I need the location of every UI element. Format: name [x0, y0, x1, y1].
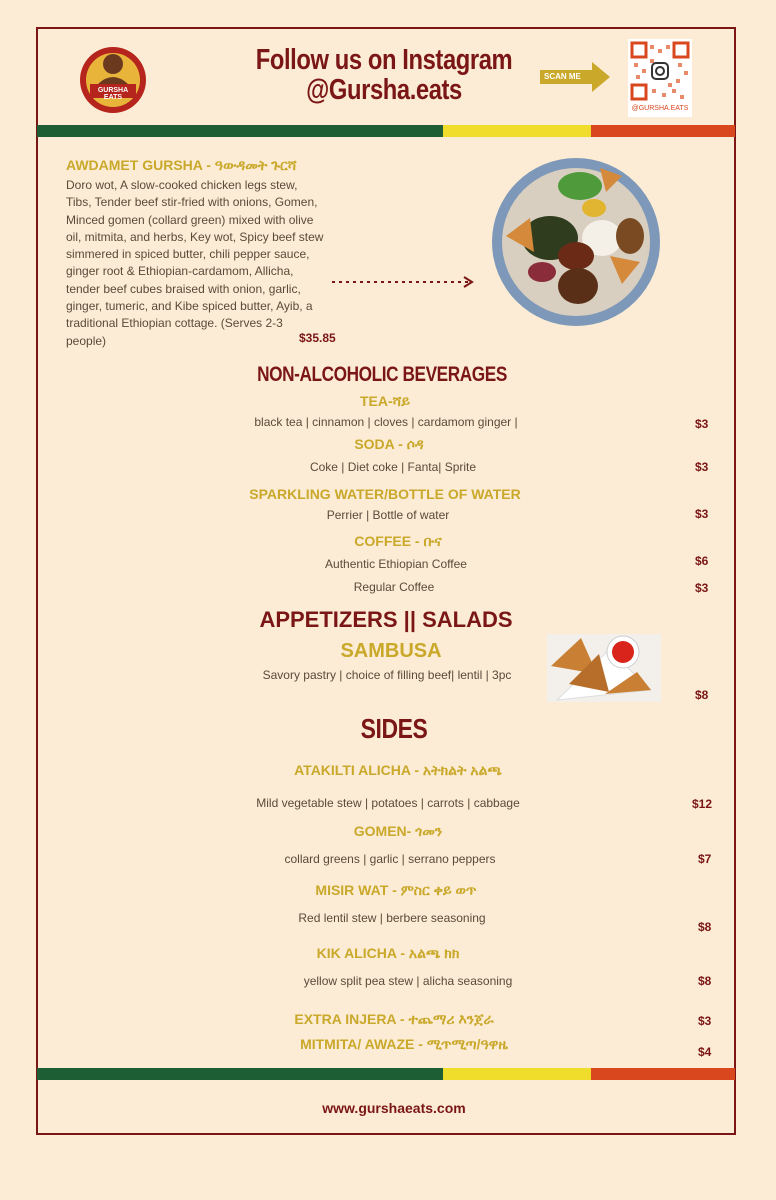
soda-title: SODA - ሶዳ — [354, 436, 424, 452]
coffee-title: COFFEE - ቡና — [354, 533, 442, 549]
atakilti-price: $12 — [692, 797, 713, 811]
awdamet-platter-image — [490, 156, 662, 328]
appetizers-heading: APPETIZERS || SALADS — [259, 607, 513, 632]
water-price: $3 — [695, 507, 709, 521]
dotted-arrow — [332, 275, 478, 289]
sambusa-image — [547, 634, 661, 702]
beverages-heading: NON-ALCOHOLIC BEVERAGES — [257, 363, 507, 386]
kik-price: $8 — [698, 974, 712, 988]
soda-description: Coke | Diet coke | Fanta| Sprite — [309, 460, 477, 474]
sambusa-price: $8 — [695, 688, 709, 702]
soda-price: $3 — [695, 460, 709, 474]
kik-description: yellow split pea stew | alicha seasoning — [303, 974, 513, 988]
misir-price: $8 — [698, 920, 712, 934]
misir-description: Red lentil stew | berbere seasoning — [298, 911, 486, 925]
sambusa-description: Savory pastry | choice of filling beef| lentil | 3pc — [262, 668, 512, 682]
injera-title: EXTRA INJERA - ተጨማሪ እንጀራ — [294, 1011, 494, 1027]
mitmita-title: MITMITA/ AWAZE - ሚጥሚጣ/ዓዋዜ — [300, 1036, 508, 1052]
scan-me-label: SCAN ME — [544, 72, 581, 81]
coffee-regular-description: Regular Coffee — [353, 580, 435, 594]
featured-title: AWDAMET GURSHA - ዓውዳመት ጉርሻ — [66, 157, 297, 173]
water-title: SPARKLING WATER/BOTTLE OF WATER — [249, 486, 521, 502]
kik-title: KIK ALICHA - አልጫ ክክ — [316, 945, 460, 961]
instagram-qr-code[interactable] — [628, 39, 692, 117]
sides-heading: SIDES — [360, 713, 428, 744]
top-color-stripe — [37, 125, 735, 137]
coffee-ethiopian-description: Authentic Ethiopian Coffee — [325, 557, 467, 571]
logo-text: GURSHA EATS — [97, 87, 129, 101]
coffee-ethiopian-price: $6 — [695, 554, 709, 568]
atakilti-description: Mild vegetable stew | potatoes | carrots | cabbage — [256, 796, 520, 810]
water-description: Perrier | Bottle of water — [326, 508, 450, 522]
featured-price: $35.85 — [299, 331, 336, 345]
instagram-line2: @Gursha.eats — [306, 74, 462, 106]
coffee-regular-price: $3 — [695, 581, 709, 595]
sambusa-title: SAMBUSA — [340, 640, 442, 662]
atakilti-title: ATAKILTI ALICHA - አትክልት አልጫ — [294, 762, 502, 778]
mitmita-price: $4 — [698, 1045, 712, 1059]
bottom-color-stripe — [37, 1068, 735, 1080]
injera-price: $3 — [698, 1014, 712, 1028]
tea-description: black tea | cinnamon | cloves | cardamom ginger | — [254, 415, 518, 429]
tea-title: TEA-ሻይ — [360, 393, 410, 409]
gomen-price: $7 — [698, 852, 712, 866]
featured-description: Doro wot, A slow-cooked chicken legs stew, Tibs, Tender beef stir-fried with onions, Gomen, Minced gomen (collard green) mixed with olive oil, mitmita, and herbs, Key wot, Spicy beef stew simmered in spiced butter, chili pepper sauce, ginger root & Ethiopian-cardamom, Allicha, tender beef cubes braised with onion, garlic, ginger, tumeric, and Kibe spiced butter, Ayib, a traditional Ethiopian cottage. (Serves 2-3 people) — [66, 178, 324, 348]
qr-caption: @GURSHA.EATS — [631, 105, 689, 112]
misir-title: MISIR WAT - ምስር ቀይ ወጥ — [315, 882, 477, 898]
tea-price: $3 — [695, 417, 709, 431]
gomen-title: GOMEN- ጎመን — [353, 823, 443, 839]
scan-me-arrow — [540, 62, 612, 92]
gomen-description: collard greens | garlic | serrano peppers — [284, 852, 496, 866]
website-link[interactable]: www.gurshaeats.com — [322, 1100, 466, 1116]
instagram-line1: Follow us on Instagram — [255, 44, 513, 76]
